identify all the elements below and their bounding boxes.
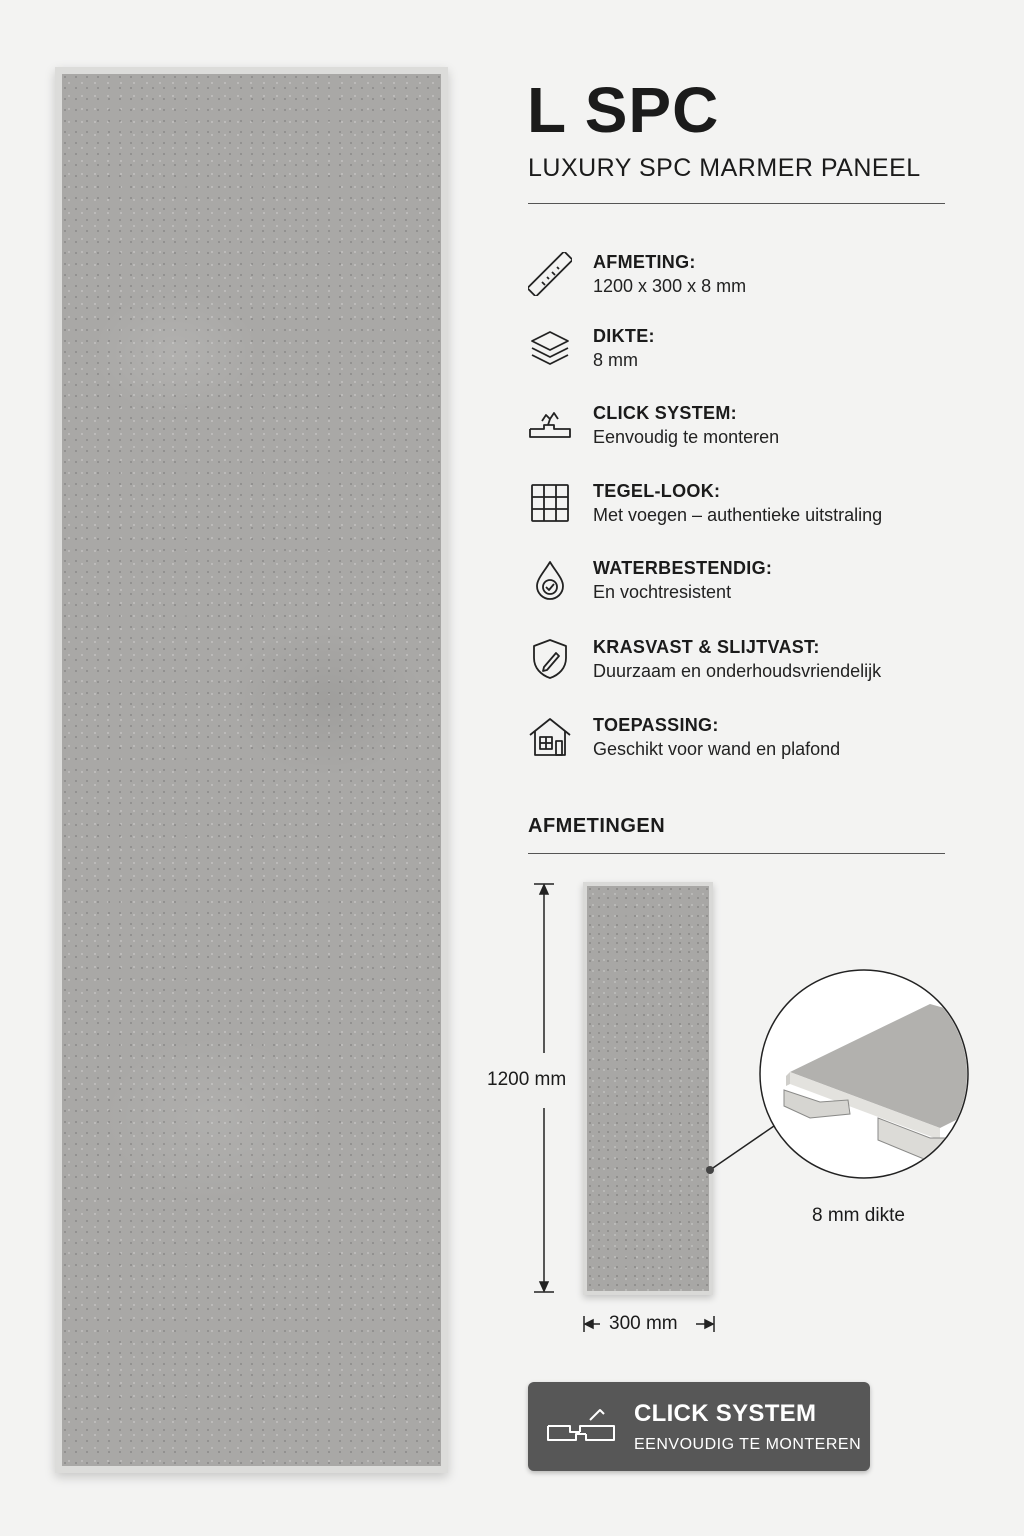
click-joint-icon	[528, 403, 572, 447]
ruler-icon	[528, 252, 572, 296]
spec-label: AFMETING:	[593, 252, 696, 272]
spec-value: Geschikt voor wand en plafond	[593, 739, 841, 759]
spec-item-krasvast	[528, 635, 958, 687]
spec-value: 8 mm	[593, 350, 638, 370]
cta-title: CLICK SYSTEM	[634, 1400, 817, 1427]
cta-subtitle: EENVOUDIG TE MONTEREN	[634, 1436, 862, 1453]
product-title: L SPC	[527, 74, 720, 146]
house-icon	[528, 715, 572, 759]
spec-label: TOEPASSING:	[593, 715, 719, 735]
spec-value: Met voegen – authentieke uitstraling	[593, 505, 883, 525]
product-subtitle: LUXURY SPC MARMER PANEEL	[528, 154, 921, 182]
shield-icon	[528, 637, 572, 681]
layers-icon	[528, 326, 572, 370]
spec-label: TEGEL-LOOK:	[593, 481, 721, 501]
spec-label: WATERBESTENDIG:	[593, 558, 773, 578]
header-divider	[528, 203, 945, 204]
spec-label: KRASVAST & SLIJTVAST:	[593, 637, 820, 657]
spec-value: Duurzaam en onderhoudsvriendelijk	[593, 661, 882, 681]
click-joint-icon	[546, 1404, 616, 1450]
spec-item-toepassing	[528, 713, 958, 765]
dimensions-section-title: AFMETINGEN	[528, 815, 666, 837]
panel-diagram-texture	[587, 886, 709, 1291]
spec-label: CLICK SYSTEM:	[593, 403, 737, 423]
panel-diagram	[583, 882, 713, 1295]
spec-label: DIKTE:	[593, 326, 655, 346]
spec-value: Eenvoudig te monteren	[593, 427, 780, 447]
width-label: 300 mm	[609, 1313, 678, 1334]
spec-value: 1200 x 300 x 8 mm	[593, 276, 747, 296]
spec-item-waterbestendig	[528, 556, 958, 608]
dimensions-divider	[528, 853, 945, 854]
spec-item-dikte	[528, 324, 958, 376]
spec-value: En vochtresistent	[593, 582, 732, 602]
water-drop-icon	[528, 558, 572, 602]
spec-item-afmeting	[528, 250, 958, 302]
marble-texture	[62, 74, 441, 1466]
grid-icon	[528, 481, 572, 525]
height-label: 1200 mm	[487, 1069, 567, 1090]
click-system-button[interactable]	[528, 1382, 870, 1471]
spec-item-click-system	[528, 401, 958, 453]
product-panel-image	[55, 67, 448, 1473]
thickness-detail-zoom	[700, 968, 972, 1188]
thickness-label: 8 mm dikte	[812, 1205, 905, 1226]
spec-item-tegel-look	[528, 479, 958, 531]
